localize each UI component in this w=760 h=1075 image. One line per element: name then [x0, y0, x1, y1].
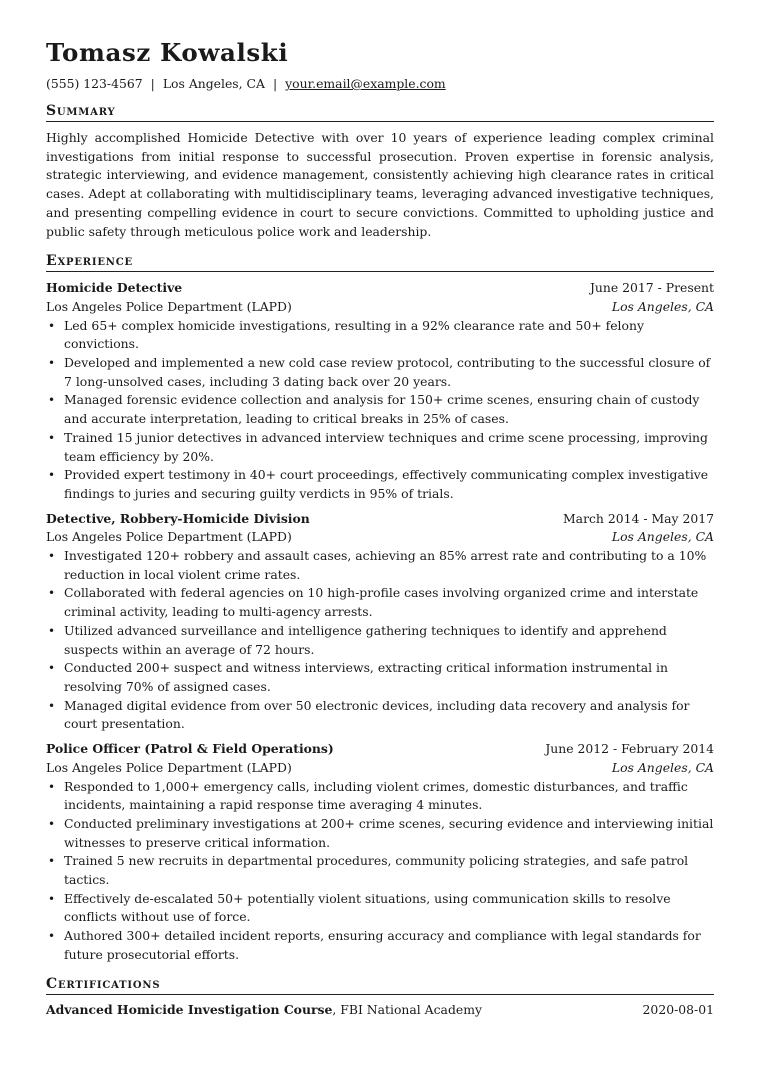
- job-entry: [46, 279, 714, 503]
- job-bullets: [46, 778, 714, 965]
- job-organization: Los Angeles Police Department (LAPD): [46, 529, 292, 545]
- job-bullets: [46, 317, 714, 504]
- contact-line: [46, 76, 714, 92]
- experience-heading: Experience: [46, 252, 714, 272]
- bullet-item: • Collaborated with federal agencies on 10 high-profile cases involving organized crime and interstate criminal activity, leading to multi-agency arrests.: [46, 584, 714, 621]
- job-location: Los Angeles, CA: [611, 759, 714, 775]
- certification-item: [46, 1001, 714, 1019]
- resume-page: [46, 38, 714, 1019]
- bullet-item: • Investigated 120+ robbery and assault cases, achieving an 85% arrest rate and contributing to a 10% reduction in local violent crime rates.: [46, 547, 714, 584]
- job-dates: June 2012 - February 2014: [545, 741, 714, 757]
- bullet-item: • Authored 300+ detailed incident reports, ensuring accuracy and compliance with legal standards for future prosecutorial efforts.: [46, 927, 714, 964]
- bullet-item: • Provided expert testimony in 40+ court proceedings, effectively communicating complex investigative findings to juries and securing guilty verdicts in 95% of trials.: [46, 466, 714, 503]
- certification-issuer: , FBI National Academy: [332, 1001, 482, 1017]
- bullet-item: • Managed digital evidence from over 50 electronic devices, including data recovery and analysis for court presentation.: [46, 697, 714, 734]
- job-bullets: [46, 547, 714, 734]
- bullet-item: • Conducted 200+ suspect and witness interviews, extracting critical information instrumental in resolving 70% of assigned cases.: [46, 659, 714, 696]
- email-link[interactable]: your.email@example.com: [285, 76, 446, 91]
- bullet-item: • Responded to 1,000+ emergency calls, including violent crimes, domestic disturbances, and traffic incidents, maintaining a rapid response time averaging 4 minutes.: [46, 778, 714, 815]
- job-entry: [46, 510, 714, 734]
- summary-text: Highly accomplished Homicide Detective with over 10 years of experience leading complex criminal investigations from initial response to successful prosecution. Proven expertise in forensic analysis, strategic interviewing, and evidence management, consistently achieving high clearance rates in critical cases. Adept at collaborating with multidisciplinary teams, leveraging advanced investigative techniques, and presenting compelling evidence in court to secure convictions. Committed to upholding justice and public safety through meticulous police work and leadership.: [46, 130, 714, 239]
- job-organization: Los Angeles Police Department (LAPD): [46, 298, 292, 314]
- bullet-item: • Developed and implemented a new cold case review protocol, contributing to the successful closure of 7 long-unsolved cases, including 3 dating back over 20 years.: [46, 354, 714, 391]
- candidate-name: Tomasz Kowalski: [46, 38, 289, 67]
- certification-date: 2020-08-01: [642, 1001, 714, 1017]
- bullet-item: • Utilized advanced surveillance and intelligence gathering techniques to identify and apprehend suspects within an average of 72 hours.: [46, 622, 714, 659]
- certification-name: Advanced Homicide Investigation Course: [46, 1001, 333, 1017]
- bullet-item: • Conducted preliminary investigations at 200+ crime scenes, securing evidence and interviewing initial witnesses to preserve critical information.: [46, 815, 714, 852]
- contact-separator: |: [150, 76, 155, 91]
- job-location: Los Angeles, CA: [611, 529, 714, 545]
- bullet-item: • Effectively de-escalated 50+ potentially violent situations, using communication skills to resolve conflicts without use of force.: [46, 890, 714, 927]
- bullet-item: • Led 65+ complex homicide investigations, resulting in a 92% clearance rate and 50+ felony convictions.: [46, 317, 714, 354]
- certifications-heading: Certifications: [46, 975, 714, 995]
- bullet-item: • Managed forensic evidence collection and analysis for 150+ crime scenes, ensuring chain of custody and accurate interpretation, leading to critical breaks in 25% of cases.: [46, 391, 714, 428]
- phone-number: (555) 123-4567: [46, 76, 143, 91]
- job-dates: March 2014 - May 2017: [563, 510, 714, 526]
- job-title: Detective, Robbery-Homicide Division: [46, 510, 310, 526]
- job-title: Police Officer (Patrol & Field Operations): [46, 741, 334, 757]
- job-dates: June 2017 - Present: [589, 280, 714, 296]
- job-organization: Los Angeles Police Department (LAPD): [46, 759, 292, 775]
- bullet-item: • Trained 15 junior detectives in advanced interview techniques and crime scene processing, improving team efficiency by 20%.: [46, 429, 714, 466]
- bullet-item: • Trained 5 new recruits in departmental procedures, community policing strategies, and safe patrol tactics.: [46, 852, 714, 889]
- location: Los Angeles, CA: [162, 76, 265, 91]
- summary-heading: Summary: [46, 102, 714, 122]
- contact-separator: |: [272, 76, 278, 91]
- job-title: Homicide Detective: [46, 280, 183, 296]
- job-entry: [46, 740, 714, 964]
- job-location: Los Angeles, CA: [611, 298, 714, 314]
